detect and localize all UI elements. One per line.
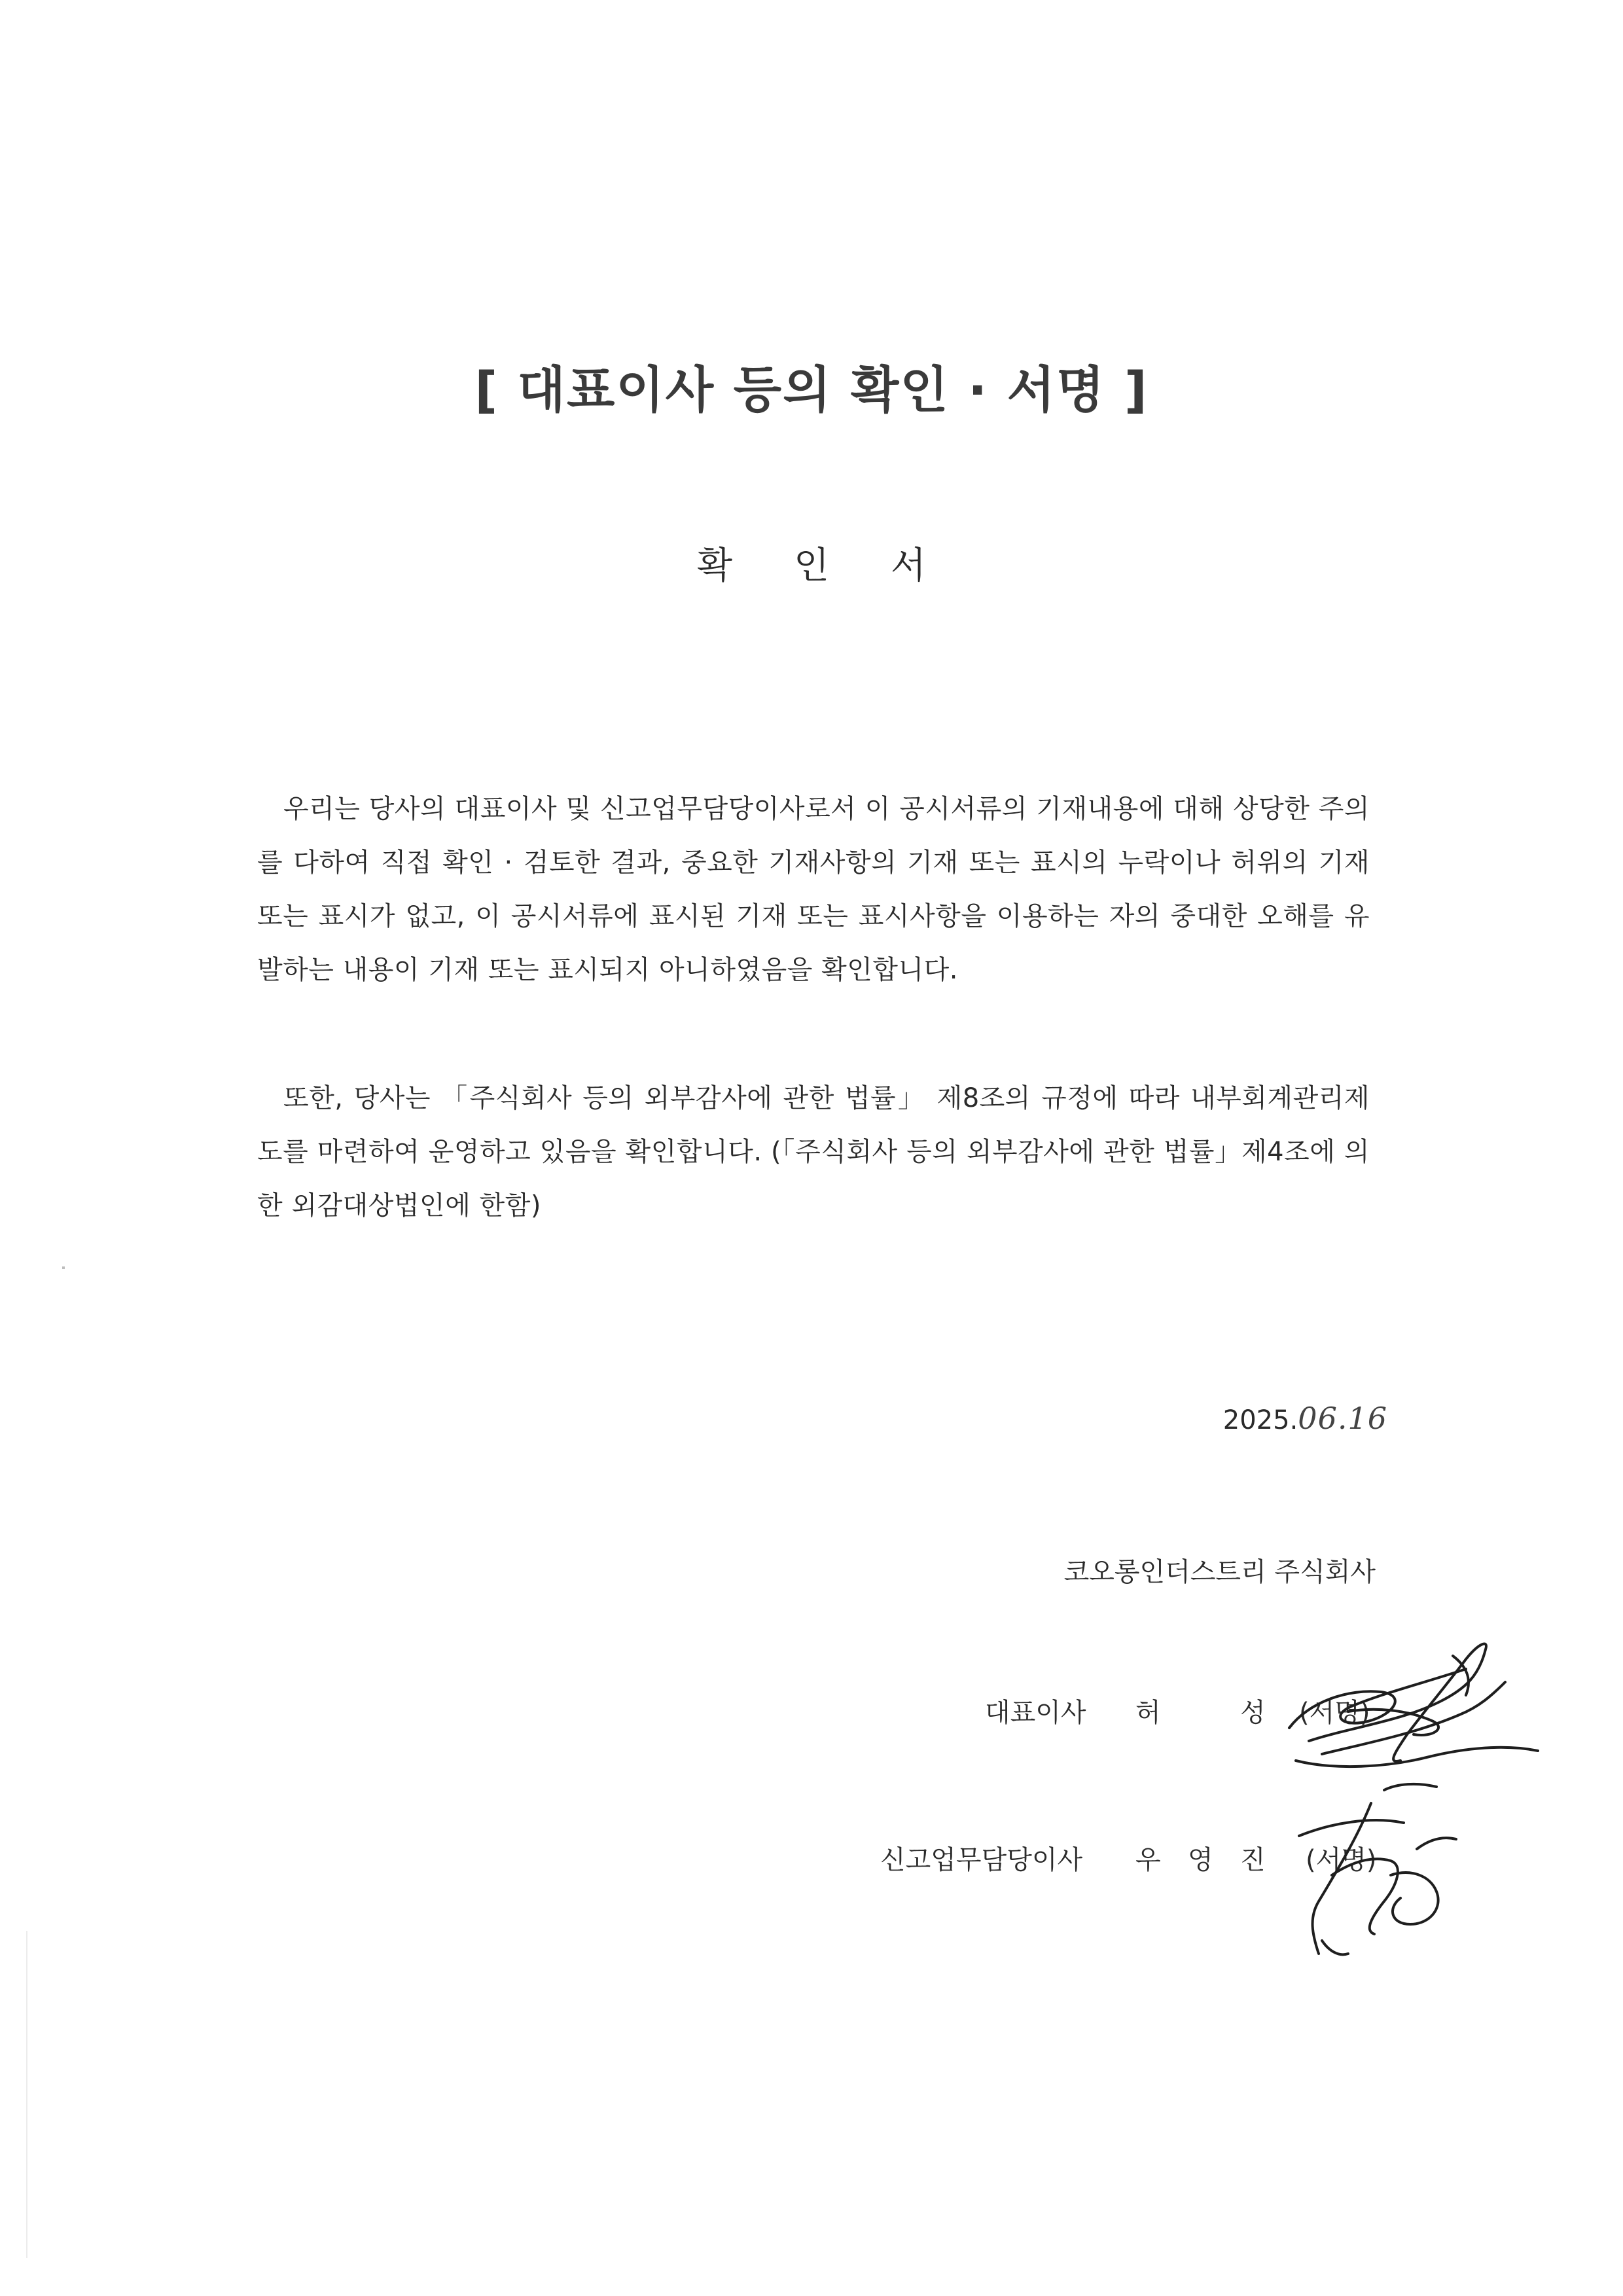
document-date (1223, 1401, 1387, 1436)
signer-name-part: 진 (1240, 1845, 1266, 1875)
internal-control-paragraph: 또한, 당사는 「주식회사 등의 외부감사에 관한 법률」 제8조의 규정에 따라 내부회계관리제도를 마련하여 운영하고 있음을 확인합니다. (「주식회사 등의 외부감사에 관한 법률」제4조에 의한 외감대상법인에 한함) (257, 1083, 1370, 1221)
signer-title: 대표이사 (985, 1698, 1086, 1728)
signer-title: 신고업무담당이사 (880, 1845, 1083, 1875)
signer-name-part: 성 (1240, 1698, 1266, 1728)
date-handwritten: 06.16 (1298, 1401, 1387, 1436)
signature-label: (서명) (1306, 1845, 1377, 1875)
signer-name-part: 허 (1135, 1698, 1161, 1728)
document-subheading: 확 인 서 (697, 545, 951, 587)
signer-name-part: 우 (1135, 1845, 1161, 1875)
confirmation-paragraph: 우리는 당사의 대표이사 및 신고업무담당이사로서 이 공시서류의 기재내용에 대해 상당한 주의를 다하여 직접 확인 · 검토한 결과, 중요한 기재사항의 기재 또는 표시의 누락이나 허위의 기재 또는 표시가 없고, 이 공시서류에 표시된 기재 또는 표시사항을 이용하는 자의 중대한 오해를 유발하는 내용이 기재 또는 표시되지 아니하였음을 확인합니다. (257, 794, 1370, 985)
scan-speck (62, 1266, 65, 1269)
document-heading: [ 대표이사 등의 확인 · 서명 ] (474, 361, 1149, 419)
signature-label: (서명) (1299, 1698, 1370, 1728)
company-name: 코오롱인더스트리 주식회사 (1063, 1557, 1376, 1587)
date-printed: 2025. (1222, 1405, 1298, 1435)
scan-edge-line (26, 1931, 27, 2258)
ceo-signature (1270, 1630, 1544, 1787)
signer-name-part: 영 (1188, 1845, 1213, 1875)
disclosure-officer-signature (1293, 1777, 1489, 1967)
